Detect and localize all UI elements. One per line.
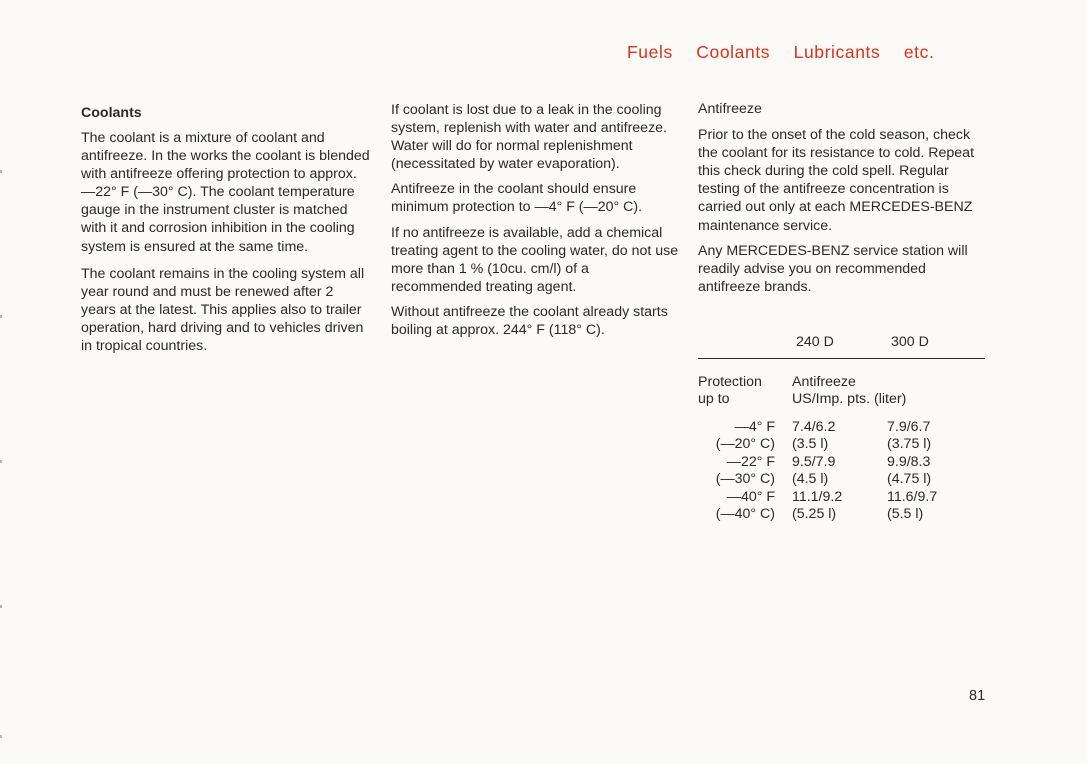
binding-hole-mark (0, 605, 2, 608)
coolant-renewal-paragraph: The coolant remains in the cooling system all year round and must be renewed after 2 years at the latest. This applies also to trailer operation, hard driving and to vehicles driven in tropical countries. (81, 265, 365, 355)
amount-240d-cell: 11.1/9.2 (792, 488, 843, 505)
temp-cell: (—40° C) (715, 505, 775, 522)
amount-240d-cell: 7.4/6.2 (792, 419, 836, 435)
boiling-point-paragraph: Without antifreeze the coolant already starts boiling at approx. 244° F (118° C). (391, 303, 668, 339)
table-row (698, 436, 988, 453)
page-header (627, 42, 934, 63)
treating-agent-paragraph: If no antifreeze is available, add a chemical treating agent to the cooling water, do not use more than 1 % (10cu. cm/l) of a recommended treating agent. (391, 224, 679, 295)
table-row (698, 419, 988, 436)
binding-hole-mark (0, 735, 2, 738)
antifreeze-header (792, 374, 992, 408)
amount-300d-cell: (4.75 l) (887, 471, 932, 488)
service-station-paragraph: Any MERCEDES-BENZ service station will readily advise you on recommended antifreeze brands. (698, 242, 968, 295)
section-heading-coolants: Coolants (81, 105, 142, 121)
protection-header-line1: Protection (698, 374, 762, 390)
table-row (698, 489, 988, 506)
amount-240d-cell: (5.25 l) (792, 505, 837, 522)
antifreeze-header-line1: Antifreeze (792, 374, 856, 390)
column-coolants (81, 104, 371, 355)
amount-300d-cell: (3.75 l) (887, 436, 932, 453)
column-antifreeze (698, 100, 988, 296)
leak-replenish-paragraph: If coolant is lost due to a leak in the cooling system, replenish with water and antifreeze. Water will do for normal replenishment (necessitated by water evaporation). (391, 102, 667, 173)
model-300d: 300 D (891, 334, 929, 350)
table-row (698, 471, 988, 488)
binding-hole-mark (0, 460, 2, 463)
antifreeze-table (698, 334, 988, 522)
page-number: 81 (969, 688, 986, 704)
model-240d: 240 D (796, 334, 834, 350)
amount-240d-cell: 9.5/7.9 (792, 453, 836, 470)
table-row (698, 506, 988, 523)
temp-cell: —22° F (726, 453, 775, 470)
header-etc: etc. (903, 42, 935, 62)
binding-hole-mark (0, 170, 2, 173)
model-header-row (698, 334, 988, 354)
amount-240d-cell: (3.5 l) (792, 436, 829, 453)
amount-300d-cell: 11.6/9.7 (887, 488, 938, 505)
antifreeze-header-line2: US/Imp. pts. (liter) (792, 391, 907, 408)
minimum-protection-paragraph: Antifreeze in the coolant should ensure minimum protection to —4° F (—20° C). (391, 181, 643, 216)
amount-300d-cell: 9.9/8.3 (887, 453, 931, 470)
column-replenish (391, 101, 681, 339)
amount-300d-cell: (5.5 l) (887, 505, 924, 522)
temp-cell: —40° F (726, 488, 775, 505)
coolant-mixture-paragraph: The coolant is a mixture of coolant and antifreeze. In the works the coolant is blended with antifreeze offering protection to approx. —22° F (—30° C). The coolant temperature gauge in the instrument cluster is matched with it and corrosion inhibition in the cooling system is ensured at the same time. (81, 130, 370, 255)
protection-header-line2: up to (698, 391, 730, 408)
header-fuels: Fuels (627, 42, 673, 62)
temp-cell: —4° F (734, 419, 775, 435)
table-body (698, 419, 988, 523)
cold-season-check-paragraph: Prior to the onset of the cold season, check the coolant for its resistance to cold. Repeat this check during the cold spell. Regular testing of the antifreeze concentration is carried out only at each MERCEDES-BENZ maintenance service. (698, 127, 975, 234)
amount-300d-cell: 7.9/6.7 (887, 419, 931, 435)
header-coolants: Coolants (696, 42, 771, 62)
antifreeze-subheading: Antifreeze (698, 101, 762, 117)
temp-cell: (—20° C) (715, 436, 775, 453)
temp-cell: (—30° C) (715, 471, 775, 488)
protection-header (698, 374, 788, 408)
table-divider (698, 358, 985, 359)
header-lubricants: Lubricants (793, 42, 881, 62)
table-row (698, 454, 988, 471)
binding-hole-mark (0, 315, 2, 318)
amount-240d-cell: (4.5 l) (792, 471, 829, 488)
